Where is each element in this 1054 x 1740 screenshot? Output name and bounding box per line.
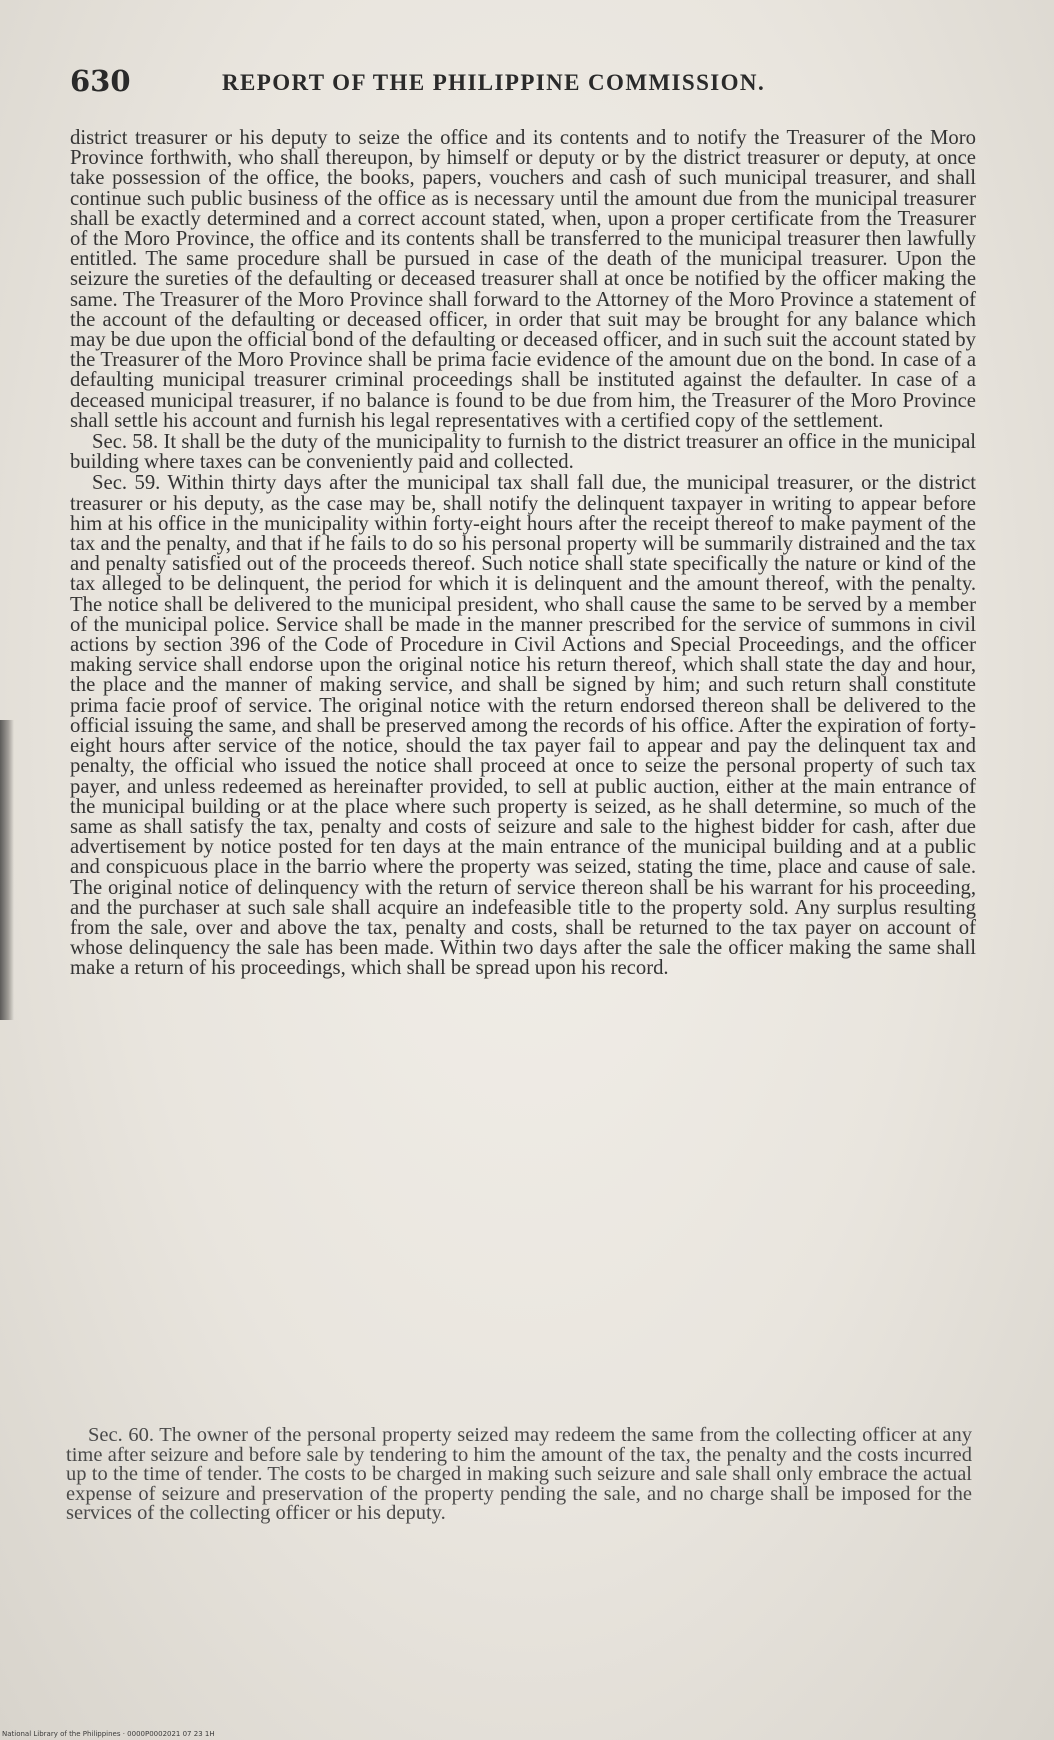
paragraph-sec-59: Sec. 59. Within thirty days after the municipal tax shall fall due, the municipal treasurer, or the district treasurer or his deputy, as the case may be, shall notify the delinquent taxpayer in writing to appear before him at his office in the municipality within forty-eight hours after the receipt thereof to make payment of the tax and the penalty, and that if he fails to do so his personal property will be summarily distrained and the tax and penalty satisfied out of the proceeds thereof. Such notice shall state specifically the nature or kind of the tax alleged to be delinquent, the period for which it is delinquent and the amount thereof, with the penalty. The notice shall be delivered to the municipal president, who shall cause the same to be served by a member of the municipal police. Service shall be made in the manner prescribed for the service of summons in civil actions by section 396 of the Code of Procedure in Civil Actions and Special Proceedings, and the officer making service shall endorse upon the original notice his return thereof, which shall state the day and hour, the place and the manner of making service, and shall be signed by him; and such return shall constitute prima facie proof of service. The original notice with the return endorsed thereon shall be delivered to the official issuing the same, and shall be preserved among the records of his office. After the expiration of forty-eight hours after service of the notice, should the tax payer fail to appear and pay the delinquent tax and penalty, the official who issued the notice shall proceed at once to seize the personal property of such tax payer, and unless redeemed as hereinafter provided, to sell at public auction, either at the main entrance of the municipal building or at the place where such property is seized, as he shall determine, so much of the same as shall satisfy the tax, penalty and costs of seizure and sale to the highest bidder for cash, after due advertisement by notice posted for ten days at the main entrance of the municipal building and at a public and conspicuous place in the barrio where the property was seized, stating the time, place and cause of sale. The original notice of delinquency with the return of service thereon shall be his warrant for his proceeding, and the purchaser at such sale shall acquire an indefeasible title to the property sold. Any surplus resulting from the sale, over and above the tax, penalty and costs, shall be returned to the tax payer on account of whose delinquency the sale has been made. Within two days after the sale the officer making the same shall make a return of his proceedings, which shall be spread upon his record. xyxy=(70,472,976,980)
page-number: 630 xyxy=(70,64,131,98)
body-text-lower xyxy=(66,1426,972,1524)
paragraph-sec-58: Sec. 58. It shall be the duty of the municipality to furnish to the district treasurer an office in the municipal building where taxes can be conveniently paid and collected. xyxy=(70,431,976,474)
paragraph-sec-60: Sec. 60. The owner of the personal property seized may redeem the same from the collecting officer at any time after seizure and before sale by tendering to him the amount of the tax, the penalty and the costs incurred up to the time of tender. The costs to be charged in making such seizure and sale shall only embrace the actual expense of seizure and preservation of the property pending the sale, and no charge shall be imposed for the services of the collecting officer or his deputy. xyxy=(66,1424,972,1525)
binding-shadow xyxy=(0,720,14,1020)
paragraph-continuation: district treasurer or his deputy to seize the office and its contents and to notify the Treasurer of the Moro Province forthwith, who shall thereupon, by himself or deputy or by the district treasurer or deputy, at once take possession of the office, the books, papers, vouchers and cash of such municipal treasurer, and shall continue such public business of the office as is necessary until the amount due from the municipal treasurer shall be exactly determined and a correct account stated, when, upon a proper certificate from the Treasurer of the Moro Province, the office and its contents shall be transferred to the municipal treasurer then lawfully entitled. The same procedure shall be pursued in case of the death of the municipal treasurer. Upon the seizure the sureties of the defaulting or deceased treasurer shall at once be notified by the officer making the same. The Treasurer of the Moro Province shall forward to the Attorney of the Moro Province a statement of the account of the defaulting or deceased officer, in order that suit may be brought for any balance which may be due upon the official bond of the defaulting or deceased officer, and in such suit the account stated by the Treasurer of the Moro Province shall be prima facie evidence of the amount due on the bond. In case of a defaulting municipal treasurer criminal proceedings shall be instituted against the defaulter. In case of a deceased municipal treasurer, if no balance is found to be due from him, the Treasurer of the Moro Province shall settle his account and furnish his legal representatives with a certified copy of the settlement. xyxy=(70,127,976,432)
scan-credit: National Library of the Philippines · 0000P0002021 07 23 1H xyxy=(2,1730,215,1738)
running-head: REPORT OF THE PHILIPPINE COMMISSION. xyxy=(222,70,766,95)
page-header xyxy=(70,64,970,108)
body-text xyxy=(70,128,976,979)
